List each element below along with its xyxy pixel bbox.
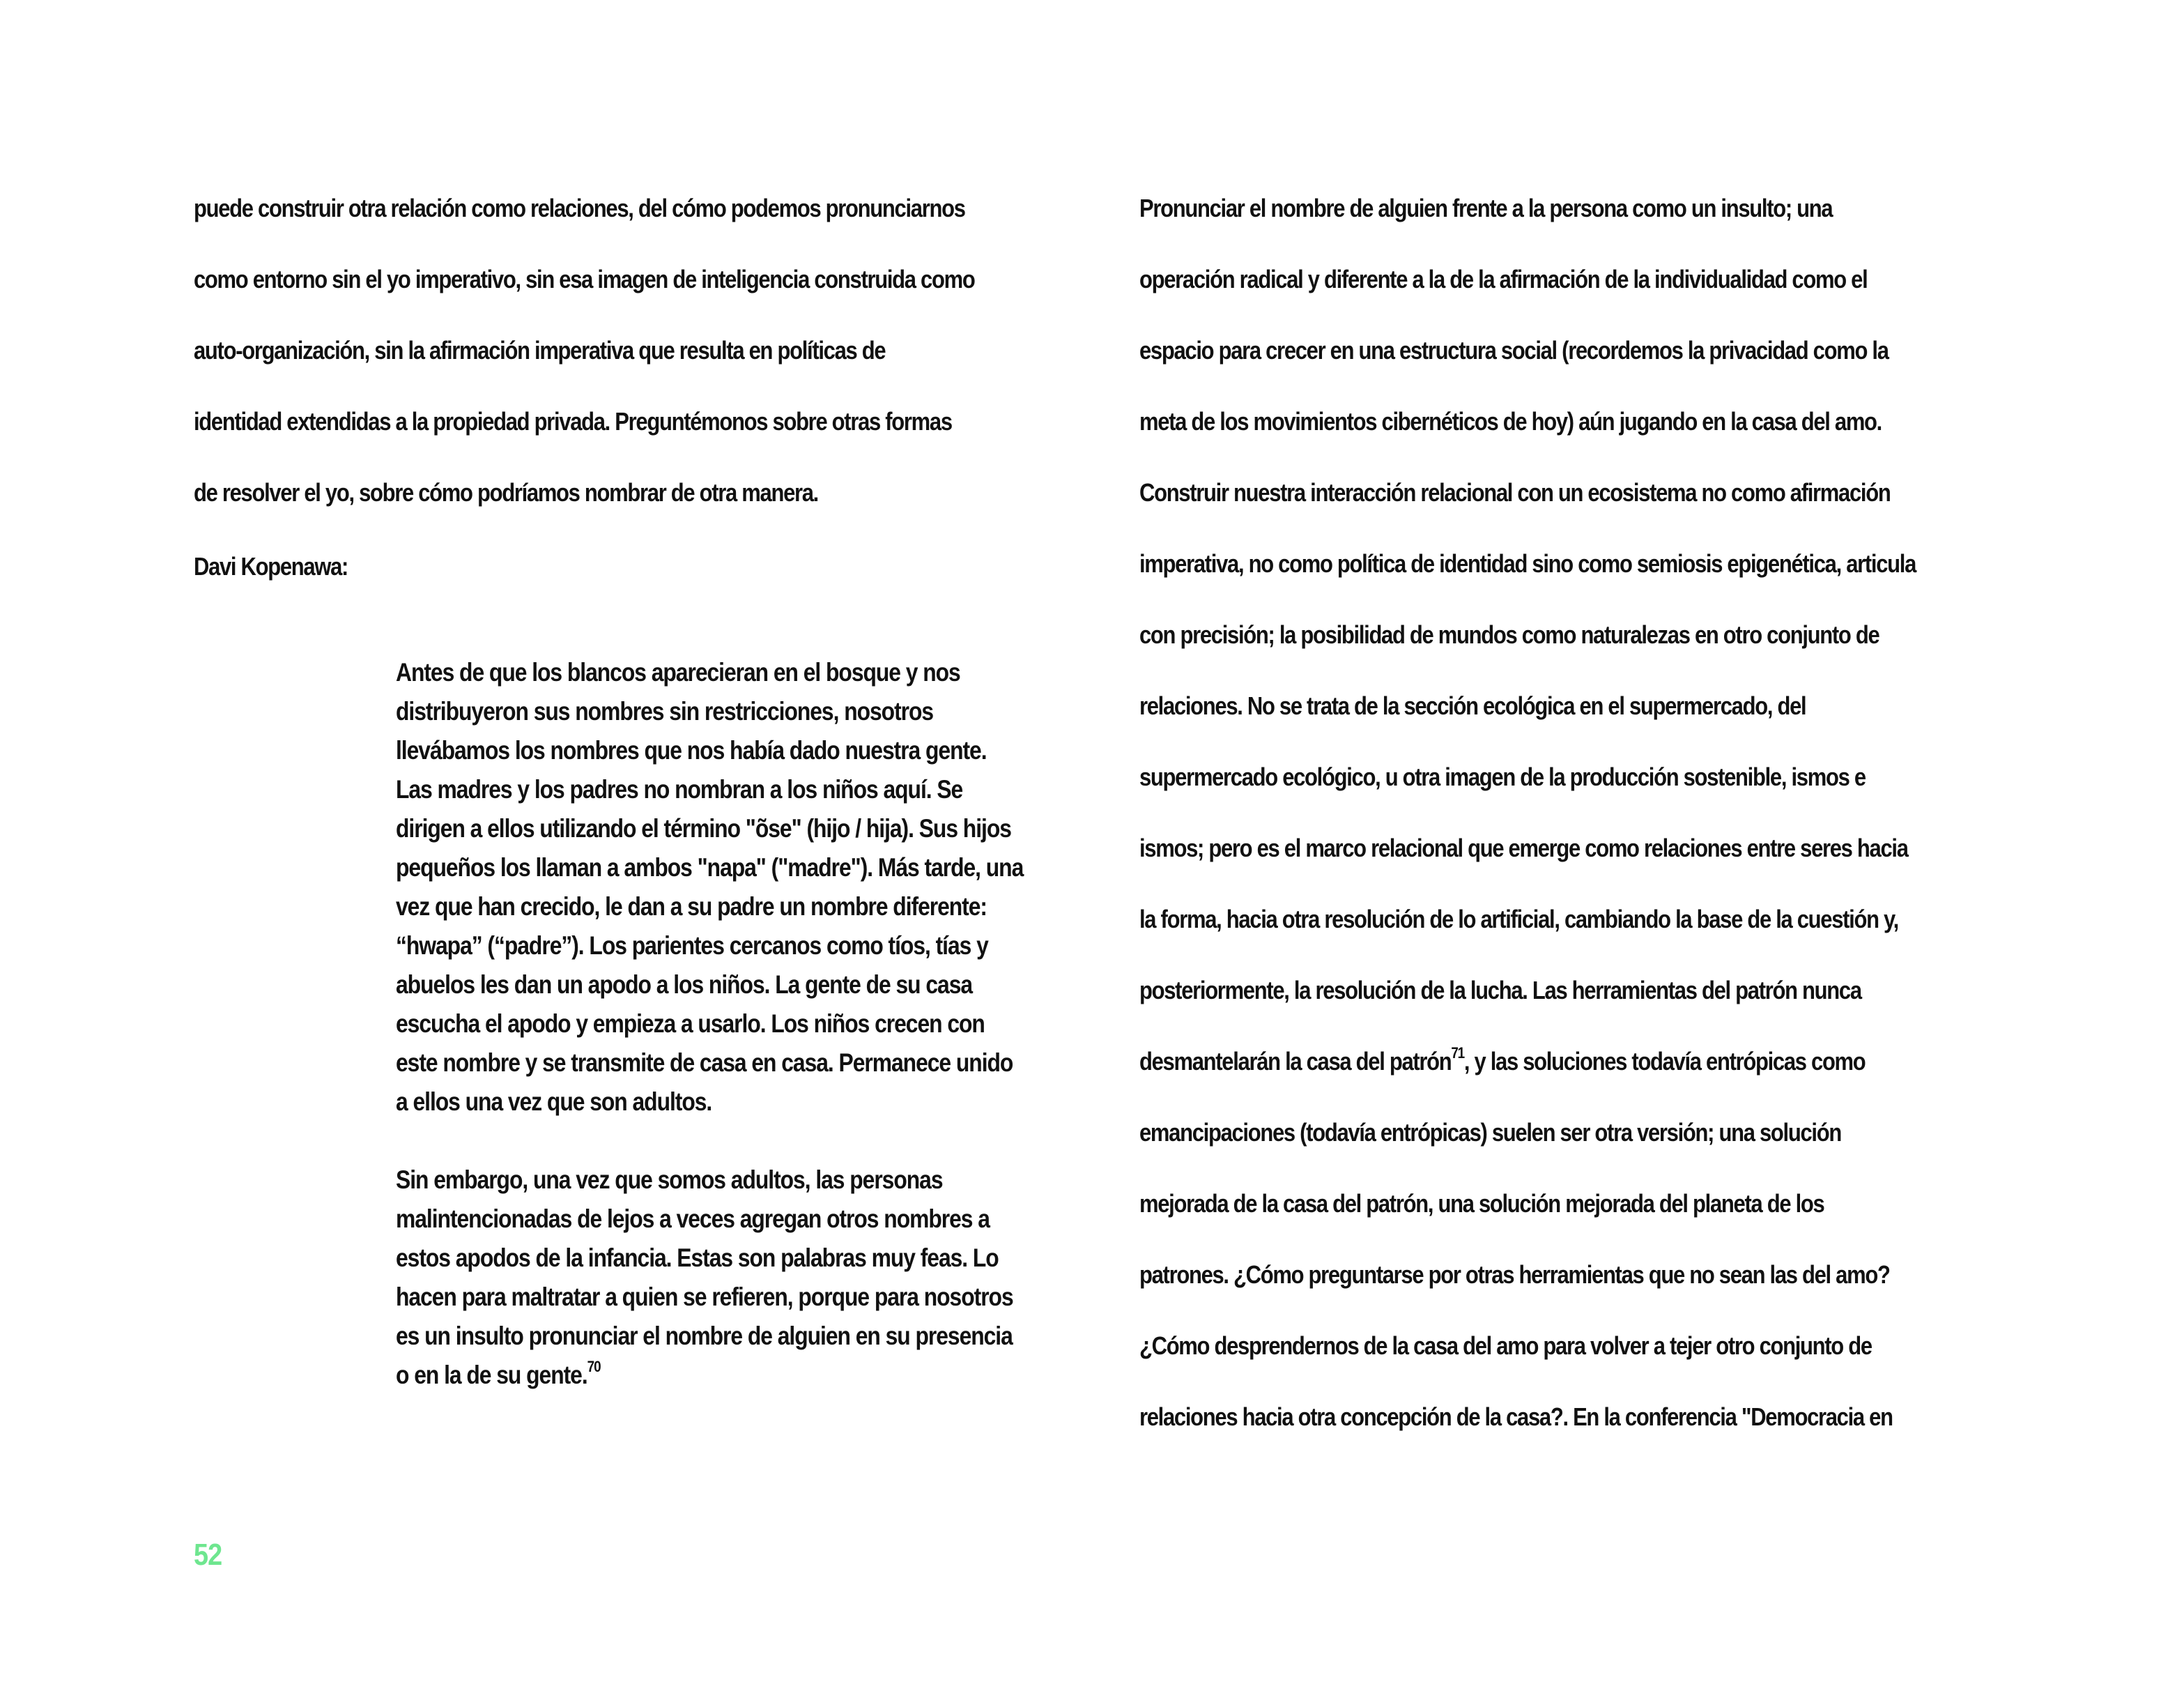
body-line: Pronunciar el nombre de alguien frente a la persona como un insulto; una [1139,194,1833,222]
body-line: con precisión; la posibilidad de mundos como naturalezas en otro conjunto de [1139,620,1879,649]
body-line: emancipaciones (todavía entrópicas) suelen ser otra versión; una solución [1139,1118,1841,1147]
quote-line: malintencionadas de lejos a veces agregan otros nombres a [396,1204,990,1233]
quote-line: Sin embargo, una vez que somos adultos, las personas [396,1165,943,1194]
body-line: espacio para crecer en una estructura social (recordemos la privacidad como la [1139,336,1889,365]
quote-line: este nombre y se transmite de casa en casa. Permanece unido [396,1048,1013,1077]
quote-line-text: o en la de su gente. [396,1361,587,1389]
body-line: supermercado ecológico, u otra imagen de la producción sostenible, ismos e [1139,763,1866,791]
body-line: ismos; pero es el marco relacional que emerge como relaciones entre seres hacia [1139,834,1908,862]
quote-line: es un insulto pronunciar el nombre de alguien en su presencia [396,1322,1013,1350]
body-line: identidad extendidas a la propiedad privada. Preguntémonos sobre otras formas [194,407,952,436]
page-number: 52 [194,1538,222,1572]
body-line: ¿Cómo desprendernos de la casa del amo para volver a tejer otro conjunto de [1139,1331,1872,1360]
quote-line: dirigen a ellos utilizando el término "õse" (hijo / hija). Sus hijos [396,814,1011,843]
quote-attribution: Davi Kopenawa: [194,552,348,581]
body-line: meta de los movimientos cibernéticos de hoy) aún jugando en la casa del amo. [1139,407,1882,436]
body-line: imperativa, no como política de identidad sino como semiosis epigenética, articula [1139,549,1916,578]
body-line: operación radical y diferente a la de la afirmación de la individualidad como el [1139,265,1868,293]
body-line: patrones. ¿Cómo preguntarse por otras herramientas que no sean las del amo? [1139,1260,1890,1289]
right-page [1092,0,2184,1691]
body-line: mejorada de la casa del patrón, una solución mejorada del planeta de los [1139,1189,1824,1218]
body-line [1139,1044,1866,1076]
quote-line: hacen para maltratar a quien se refieren, porque para nosotros [396,1283,1013,1311]
quote-line: llevábamos los nombres que nos había dado nuestra gente. [396,736,987,765]
body-line: relaciones. No se trata de la sección ecológica en el supermercado, del [1139,691,1806,720]
footnote-marker[interactable]: 71 [1451,1044,1464,1062]
body-line: como entorno sin el yo imperativo, sin esa imagen de inteligencia construida como [194,265,975,293]
body-line: Construir nuestra interacción relacional con un ecosistema no como afirmación [1139,478,1891,507]
quote-line [396,1358,601,1390]
quote-line: pequeños los llaman a ambos "napa" ("madre"). Más tarde, una [396,853,1024,882]
quote-line: estos apodos de la infancia. Estas son palabras muy feas. Lo [396,1244,999,1272]
quote-line: Antes de que los blancos aparecieran en el bosque y nos [396,658,960,687]
body-line: puede construir otra relación como relaciones, del cómo podemos pronunciarnos [194,194,965,222]
body-line: relaciones hacia otra concepción de la casa?. En la conferencia "Democracia en [1139,1402,1893,1431]
body-line: posteriormente, la resolución de la lucha. Las herramientas del patrón nunca [1139,976,1861,1004]
quote-line: abuelos les dan un apodo a los niños. La gente de su casa [396,970,973,999]
body-line-text: , y las soluciones todavía entrópicas como [1463,1047,1866,1076]
quote-line: “hwapa” (“padre”). Los parientes cercanos como tíos, tías y [396,931,988,960]
quote-line: Las madres y los padres no nombran a los niños aquí. Se [396,775,963,804]
quote-line: distribuyeron sus nombres sin restricciones, nosotros [396,697,934,726]
quote-line: a ellos una vez que son adultos. [396,1087,712,1116]
body-line: de resolver el yo, sobre cómo podríamos nombrar de otra manera. [194,478,818,507]
body-line: la forma, hacia otra resolución de lo artificial, cambiando la base de la cuestión y, [1139,905,1899,933]
body-line-text: desmantelarán la casa del patrón [1139,1047,1452,1076]
quote-line: vez que han crecido, le dan a su padre un nombre diferente: [396,892,987,921]
footnote-marker[interactable]: 70 [587,1358,601,1375]
body-line: auto-organización, sin la afirmación imperativa que resulta en políticas de [194,336,886,365]
quote-line: escucha el apodo y empieza a usarlo. Los niños crecen con [396,1009,985,1038]
